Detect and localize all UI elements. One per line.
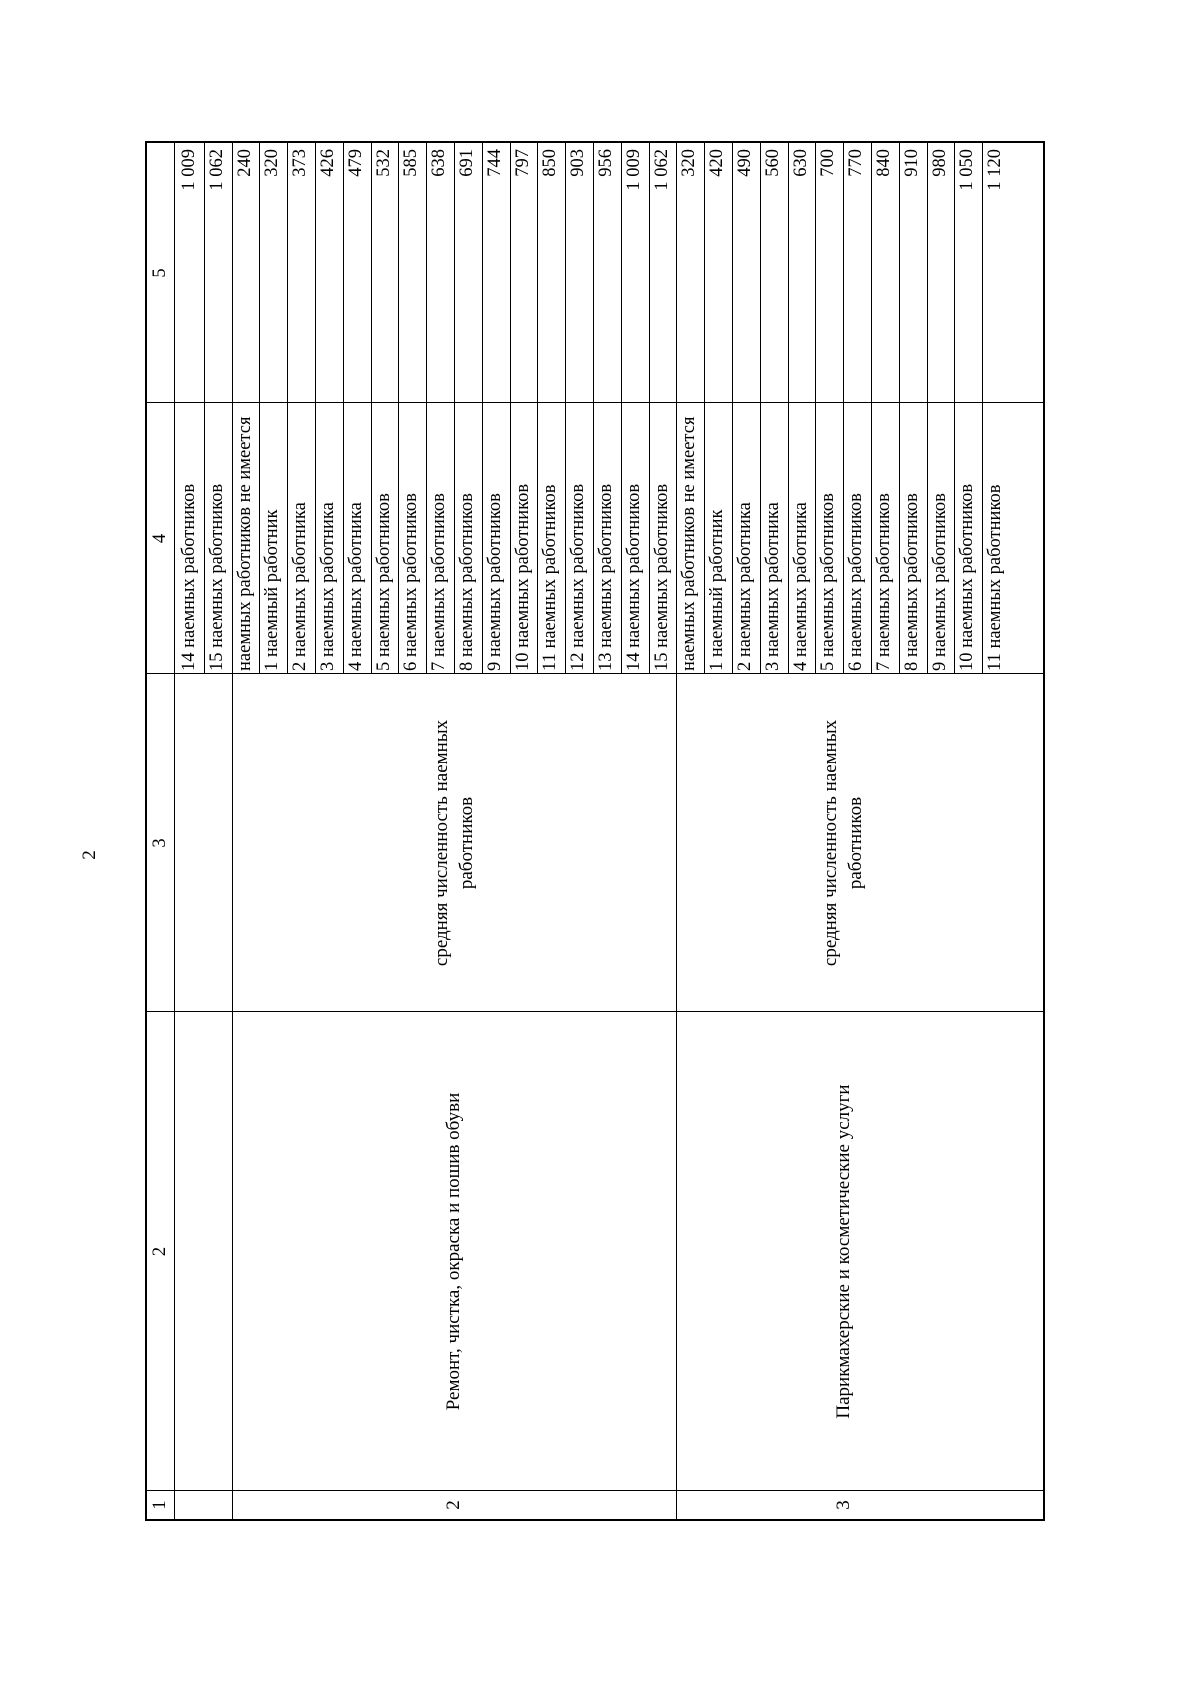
- workers-cell: 12 наемных работников: [568, 483, 589, 671]
- value-cell: 797: [512, 149, 533, 177]
- value-cell: 638: [429, 149, 450, 177]
- group-number: 3: [832, 1500, 854, 1510]
- service-name: Ремонт, чистка, окраска и пошив обуви: [443, 1092, 465, 1411]
- workers-cell: наемных работников не имеется: [234, 416, 255, 671]
- value-cell: 532: [373, 149, 394, 177]
- column-header-2: 2: [149, 1246, 170, 1257]
- workers-cell: 3 наемных работника: [762, 502, 783, 671]
- value-cell: 903: [568, 149, 589, 177]
- value-cell: 1 009: [623, 149, 644, 191]
- value-cell: 320: [679, 149, 700, 177]
- workers-cell: 1 наемный работник: [262, 509, 283, 671]
- workers-cell: 10 наемных работников: [512, 483, 533, 671]
- workers-cell: 1 наемный работник: [707, 509, 728, 671]
- value-cell: 320: [262, 149, 283, 177]
- value-cell: 490: [735, 149, 755, 177]
- value-cell: 1 120: [985, 149, 1006, 191]
- workers-cell: 10 наемных работников: [957, 483, 978, 671]
- column-header-4: 4: [149, 533, 170, 544]
- workers-cell: 3 наемных работника: [318, 502, 338, 671]
- workers-cell: 8 наемных работников: [901, 493, 922, 671]
- workers-cell: 15 наемных работников: [651, 483, 672, 671]
- value-cell: 1 062: [651, 149, 672, 191]
- workers-cell: 5 наемных работников: [818, 493, 839, 671]
- value-cell: 980: [929, 149, 950, 177]
- value-cell: 420: [707, 149, 728, 177]
- workers-cell: 7 наемных работников: [429, 493, 450, 671]
- workers-cell: 6 наемных работников: [401, 493, 422, 671]
- workers-cell: 13 наемных работников: [596, 483, 616, 671]
- group-number: 2: [443, 1500, 465, 1510]
- value-cell: 1 050: [957, 149, 978, 191]
- value-cell: 426: [318, 149, 338, 177]
- value-cell: 744: [484, 149, 505, 177]
- workers-cell: 4 наемных работника: [345, 502, 366, 671]
- workers-cell: 14 наемных работников: [623, 483, 644, 671]
- column-header-1: 1: [149, 1500, 170, 1510]
- value-cell: 910: [901, 149, 922, 177]
- value-cell: 630: [790, 149, 811, 177]
- value-cell: 479: [345, 149, 366, 177]
- service-name: Парикмахерские и косметические услуги: [832, 1084, 854, 1419]
- workers-cell: 14 наемных работников: [179, 483, 199, 671]
- workers-cell: 6 наемных работников: [846, 493, 867, 671]
- workers-cell: 2 наемных работника: [735, 502, 755, 671]
- value-cell: 700: [818, 149, 839, 177]
- value-cell: 1 009: [179, 149, 199, 191]
- column-header-3: 3: [149, 838, 170, 848]
- workers-cell: 11 наемных работников: [985, 484, 1006, 671]
- workers-cell: 5 наемных работников: [373, 493, 394, 671]
- workers-cell: 11 наемных работников: [540, 484, 561, 671]
- workers-cell: 9 наемных работников: [929, 493, 950, 671]
- value-cell: 691: [457, 149, 477, 177]
- rates-table: [145, 141, 1045, 1521]
- value-cell: 560: [762, 149, 783, 177]
- workers-cell: 4 наемных работника: [790, 502, 811, 671]
- table-wrapper: [145, 141, 1045, 1521]
- value-cell: 585: [401, 149, 422, 177]
- indicator-name: средняя численность наемных работников: [820, 719, 867, 967]
- workers-cell: 8 наемных работников: [457, 493, 477, 671]
- workers-cell: 15 наемных работников: [206, 483, 227, 671]
- value-cell: 1 062: [206, 149, 227, 191]
- value-cell: 770: [846, 149, 867, 177]
- workers-cell: 9 наемных работников: [484, 493, 505, 671]
- page-number: 2: [79, 850, 100, 860]
- value-cell: 956: [596, 149, 616, 177]
- indicator-name: средняя численность наемных работников: [430, 719, 477, 967]
- value-cell: 840: [874, 149, 894, 177]
- value-cell: 240: [234, 149, 255, 177]
- workers-cell: 7 наемных работников: [874, 493, 894, 671]
- value-cell: 850: [540, 149, 561, 177]
- workers-cell: наемных работников не имеется: [679, 416, 700, 671]
- header-divider: [174, 143, 175, 1519]
- workers-cell: 2 наемных работника: [290, 502, 311, 671]
- value-cell: 373: [290, 149, 311, 177]
- column-header-5: 5: [149, 268, 170, 278]
